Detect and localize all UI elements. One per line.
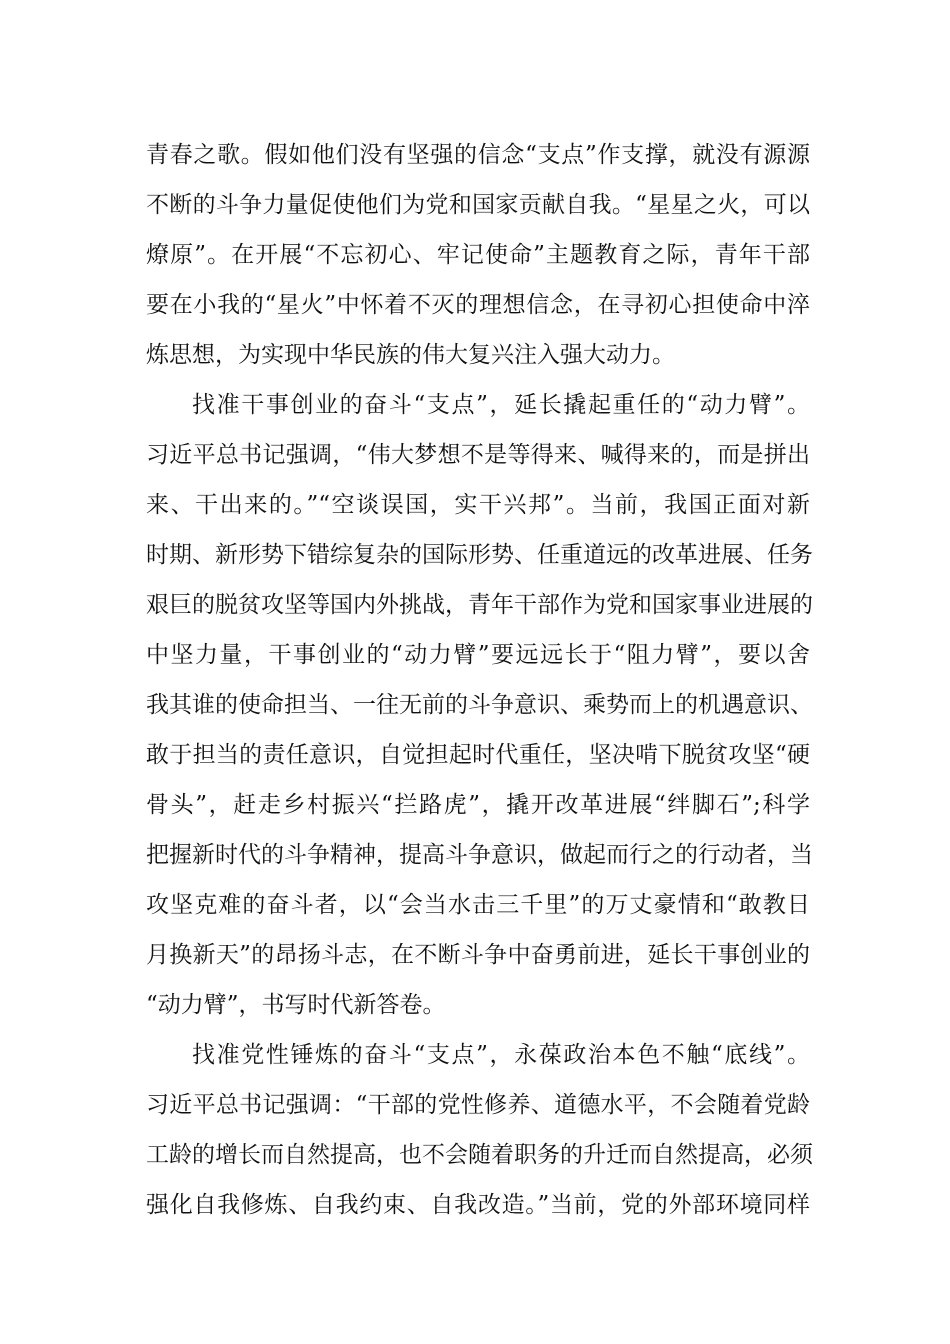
paragraph-line: 习近平总书记强调：“干部的党性修养、道德水平，不会随着党龄 — [146, 1092, 810, 1118]
paragraph-line: 月换新天”的昂扬斗志，在不断斗争中奋勇前进，延长干事创业的 — [146, 942, 810, 968]
paragraph-line: 不断的斗争力量促使他们为党和国家贡献自我。“星星之火，可以 — [146, 192, 810, 218]
paragraph-line: 找准干事创业的奋斗“支点”，延长撬起重任的“动力臂”。 — [192, 392, 810, 418]
paragraph-line: 时期、新形势下错综复杂的国际形势、任重道远的改革进展、任务 — [146, 542, 813, 568]
paragraph-line: 燎原”。在开展“不忘初心、牢记使命”主题教育之际，青年干部 — [146, 242, 810, 268]
paragraph-line: 骨头”，赶走乡村振兴“拦路虎”，撬开改革进展“绊脚石”;科学 — [146, 792, 810, 818]
paragraph-line: 敢于担当的责任意识，自觉担起时代重任，坚决啃下脱贫攻坚“硬 — [146, 742, 810, 768]
paragraph-line: “动力臂”，书写时代新答卷。 — [146, 992, 446, 1018]
paragraph-line: 把握新时代的斗争精神，提高斗争意识，做起而行之的行动者，当 — [146, 842, 813, 868]
paragraph-line: 来、干出来的。”“空谈误国，实干兴邦”。当前，我国正面对新 — [146, 492, 810, 518]
paragraph-line: 我其谁的使命担当、一往无前的斗争意识、乘势而上的机遇意识、 — [146, 692, 813, 718]
paragraph-line: 青春之歌。假如他们没有坚强的信念“支点”作支撑，就没有源源 — [146, 142, 810, 168]
paragraph-line: 习近平总书记强调，“伟大梦想不是等得来、喊得来的，而是拼出 — [146, 442, 810, 468]
paragraph-line: 强化自我修炼、自我约束、自我改造。”当前，党的外部环境同样 — [146, 1192, 810, 1218]
paragraph-line: 炼思想，为实现中华民族的伟大复兴注入强大动力。 — [146, 342, 675, 368]
paragraph-line: 找准党性锤炼的奋斗“支点”，永葆政治本色不触“底线”。 — [192, 1042, 810, 1068]
paragraph-line: 要在小我的“星火”中怀着不灭的理想信念，在寻初心担使命中淬 — [146, 292, 810, 318]
paragraph-line: 艰巨的脱贫攻坚等国内外挑战，青年干部作为党和国家事业进展的 — [146, 592, 813, 618]
paragraph-1 — [146, 130, 810, 380]
paragraph-line: 工龄的增长而自然提高，也不会随着职务的升迁而自然提高，必须 — [146, 1142, 813, 1168]
paragraph-line: 攻坚克难的奋斗者，以“会当水击三千里”的万丈豪情和“敢教日 — [146, 892, 810, 918]
paragraph-2 — [146, 380, 813, 1030]
paragraph-line: 中坚力量，干事创业的“动力臂”要远远长于“阻力臂”，要以舍 — [146, 642, 810, 668]
paragraph-3 — [146, 1030, 813, 1230]
document-body — [146, 130, 813, 1230]
